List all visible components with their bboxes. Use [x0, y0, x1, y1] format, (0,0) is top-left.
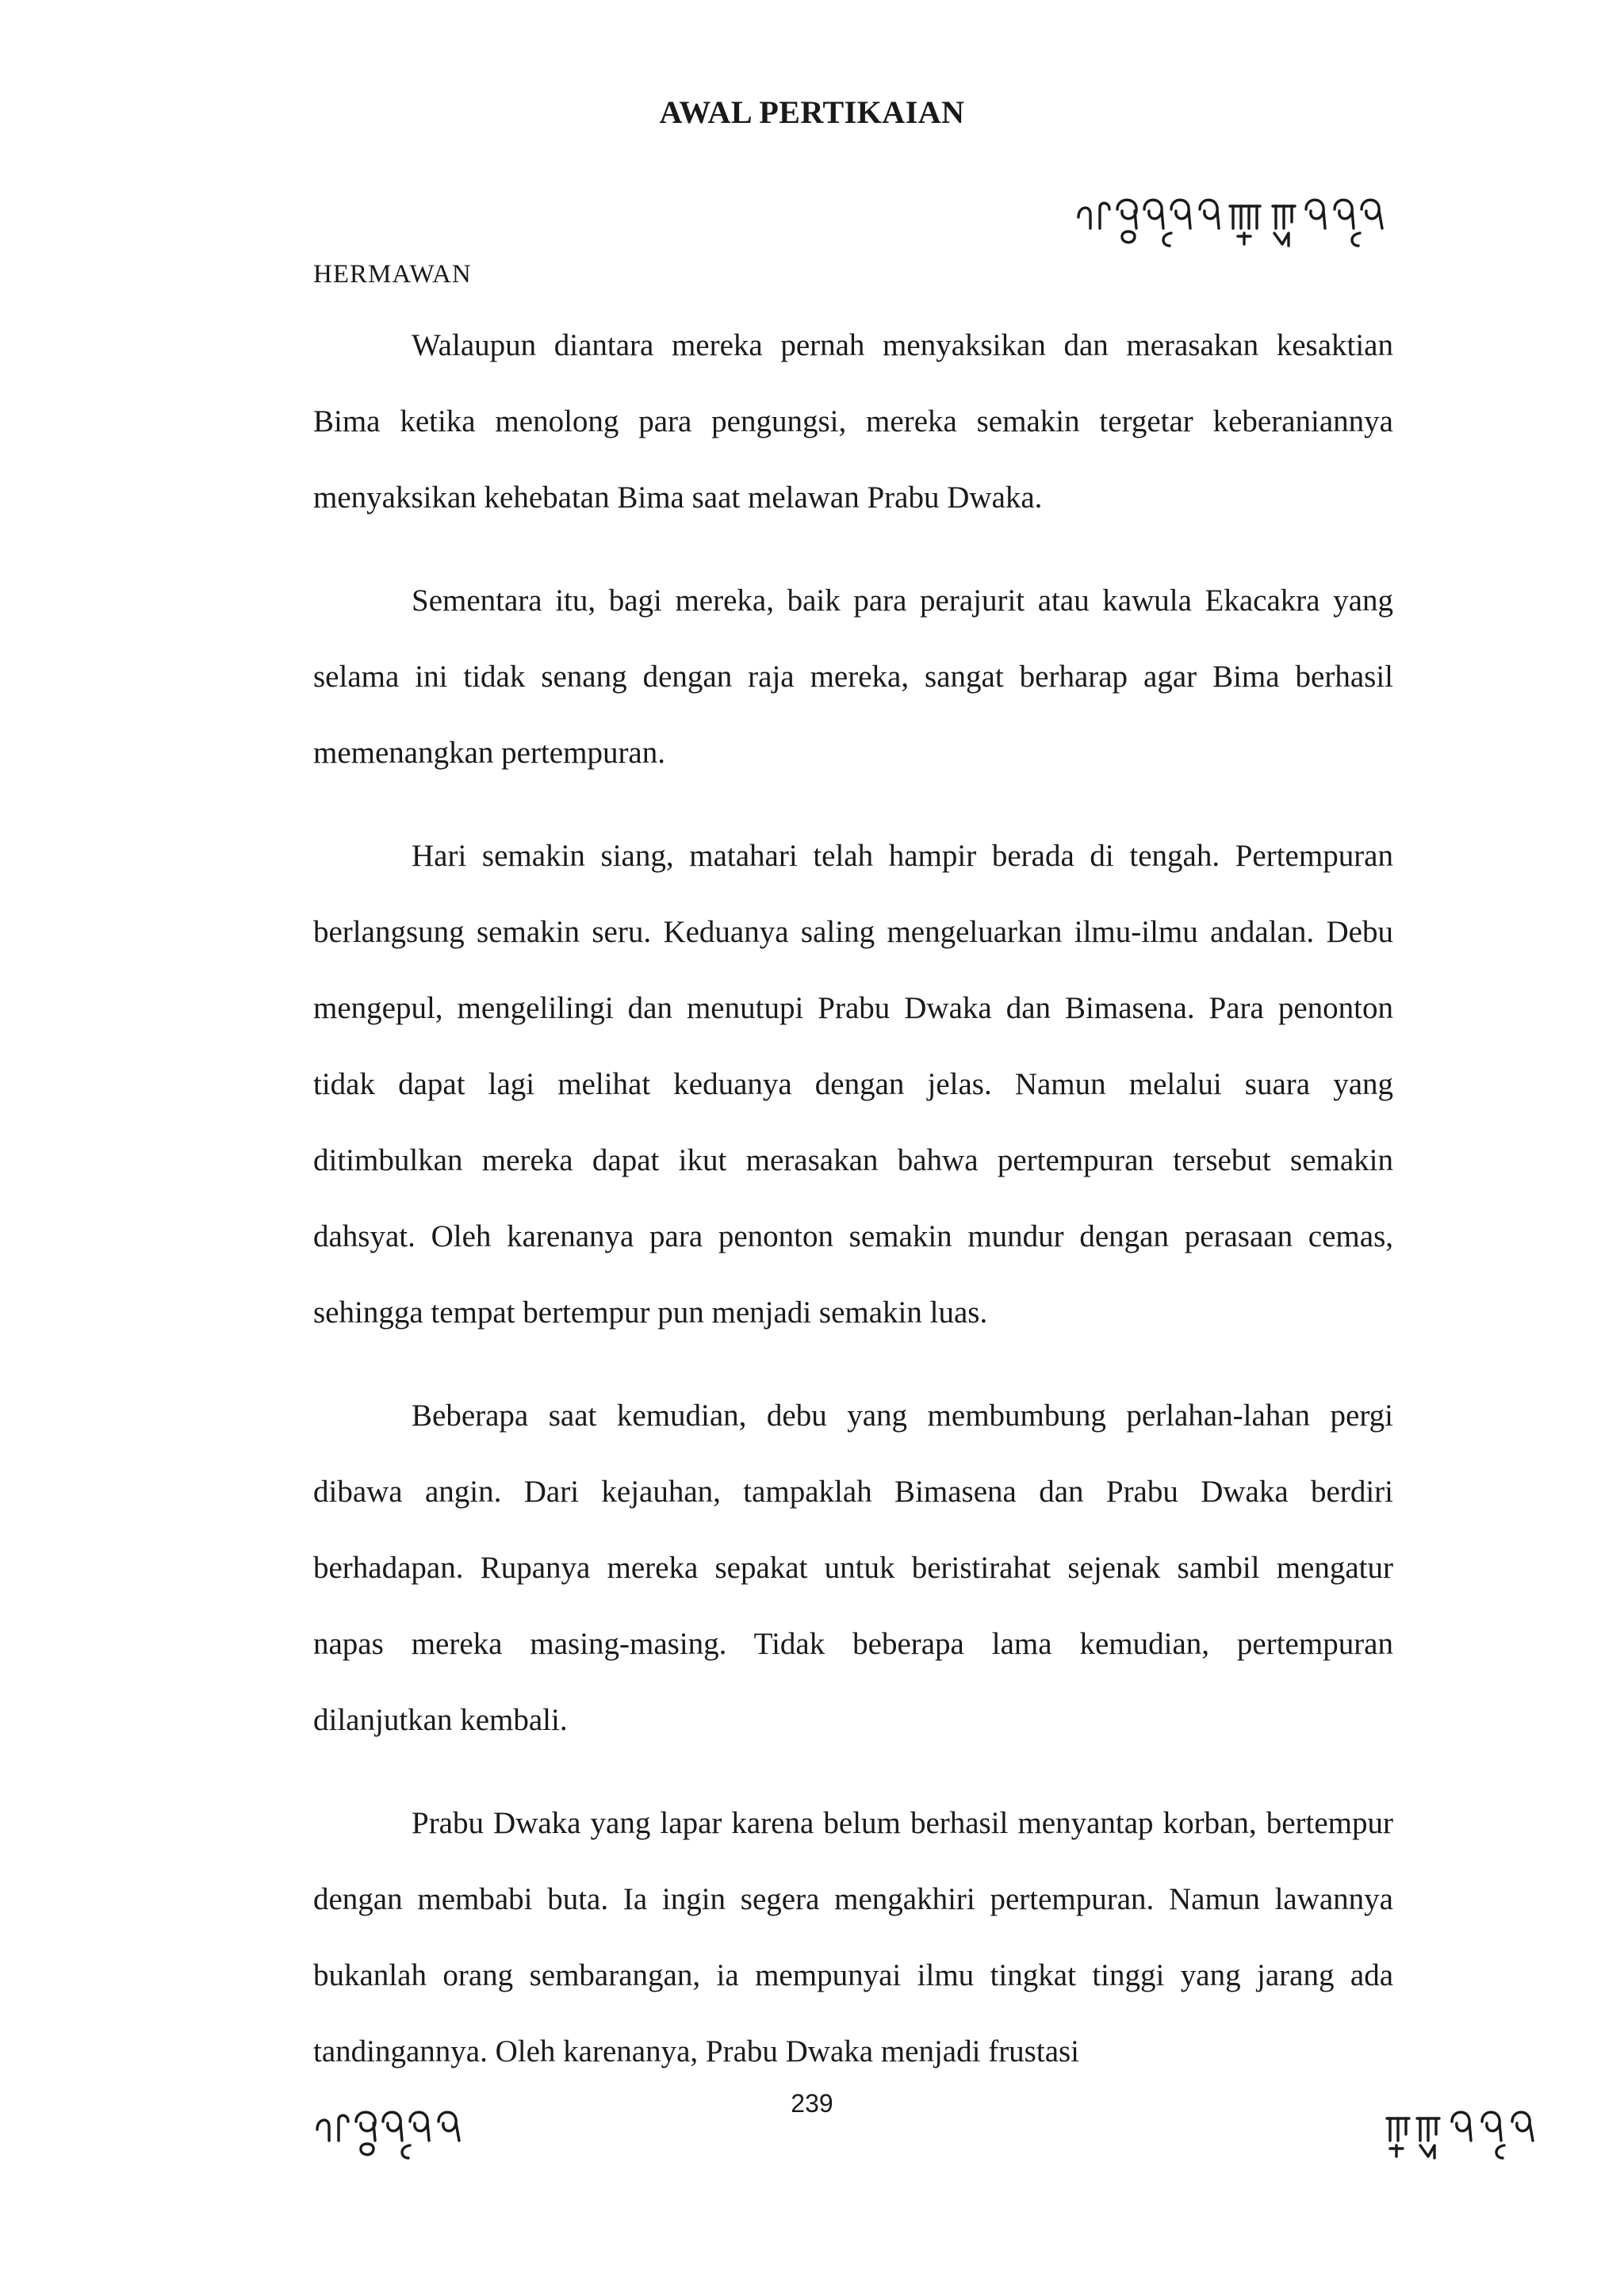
- paragraph: Beberapa saat kemudian, debu yang membumbung perlahan-lahan pergi dibawa angin. Dari kejauhan, tampaklah Bimasena dan Prabu Dwaka berdiri berhadapan. Rupanya mereka sepakat untuk beristirahat sejenak sambil mengatur napas mereka masing-masing. Tidak beberapa lama kemudian, pertempuran dilanjutkan kembali.: [313, 1399, 1393, 1737]
- paragraph: Prabu Dwaka yang lapar karena belum berhasil menyantap korban, bertempur dengan membabi buta. Ia ingin segera mengakhiri pertempuran. Namun lawannya bukanlah orang sembarangan, ia mempunyai ilmu tingkat tinggi yang jarang ada tandingannya. Oleh karenanya, Prabu Dwaka menjadi frustasi: [313, 1806, 1393, 2068]
- body-text: [313, 308, 1393, 2117]
- author-name: HERMAWAN: [313, 260, 472, 289]
- page-number: 239: [791, 2089, 833, 2118]
- chapter-title: AWAL PERTIKAIAN: [659, 94, 965, 130]
- paragraph: Walaupun diantara mereka pernah menyaksikan dan merasakan kesaktian Bima ketika menolong para pengungsi, mereka semakin tergetar keberaniannya menyaksikan kehebatan Bima saat melawan Prabu Dwaka.: [313, 328, 1393, 515]
- javanese-script-ornament-icon: [1384, 2099, 1558, 2163]
- javanese-script-ornament-icon: [1074, 187, 1396, 251]
- paragraph: Sementara itu, bagi mereka, baik para perajurit atau kawula Ekacakra yang selama ini tidak senang dengan raja mereka, sangat berharap agar Bima berhasil memenangkan pertempuran.: [313, 584, 1393, 770]
- javanese-script-ornament-icon: [313, 2099, 496, 2163]
- paragraph: Hari semakin siang, matahari telah hampir berada di tengah. Pertempuran berlangsung semakin seru. Keduanya saling mengeluarkan ilmu-ilmu andalan. Debu mengepul, mengelilingi dan menutupi Prabu Dwaka dan Bimasena. Para penonton tidak dapat lagi melihat keduanya dengan jelas. Namun melalui suara yang ditimbulkan mereka dapat ikut merasakan bahwa pertempuran tersebut semakin dahsyat. Oleh karenanya para penonton semakin mundur dengan perasaan cemas, sehingga tempat bertempur pun menjadi semakin luas.: [313, 839, 1393, 1330]
